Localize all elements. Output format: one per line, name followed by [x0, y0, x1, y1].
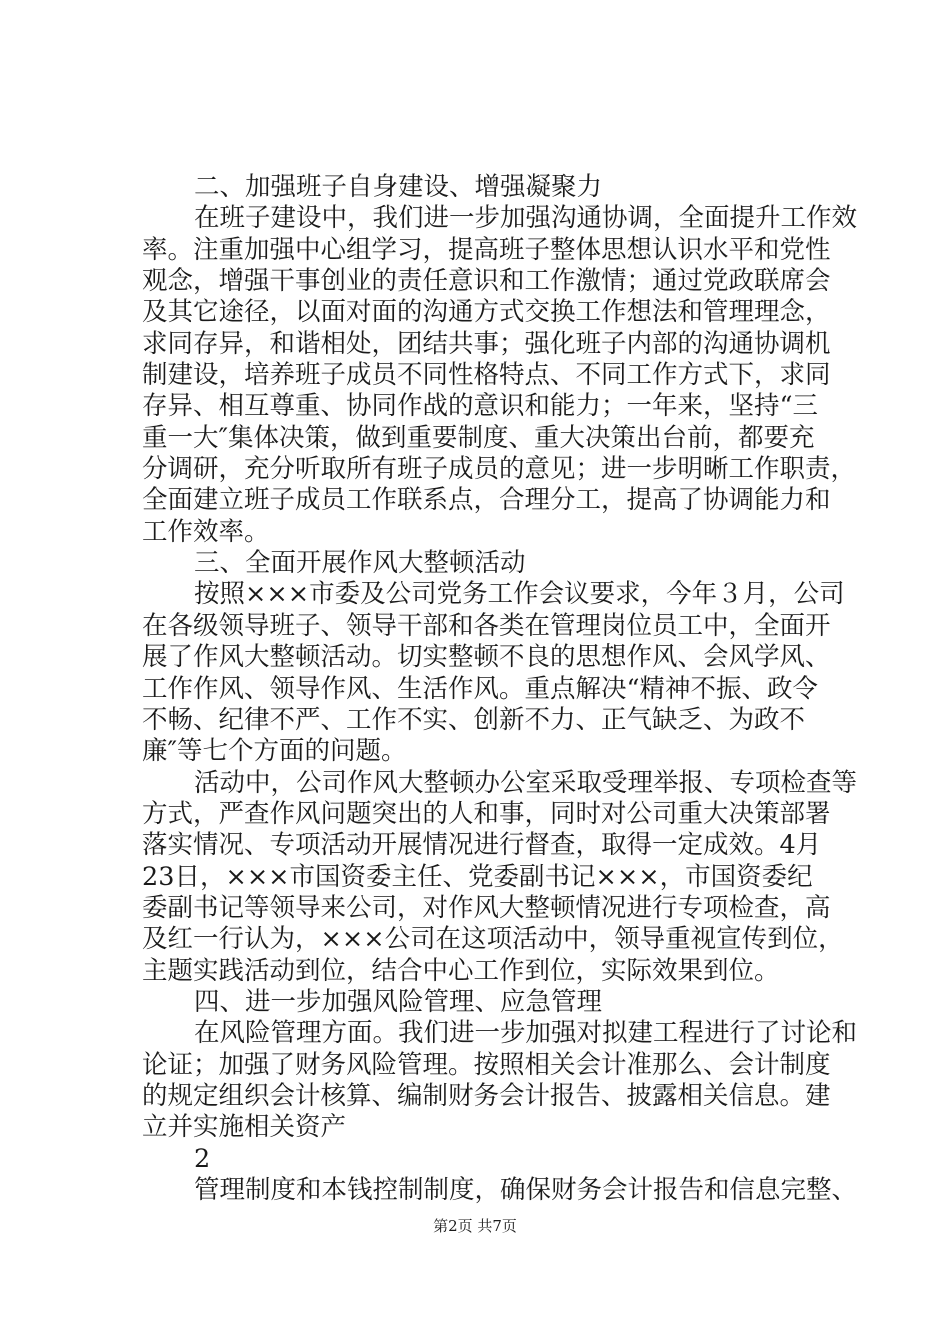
paragraph-line: 在各级领导班子、领导干部和各类在管理岗位员工中，全面开	[142, 610, 831, 641]
document-body	[142, 172, 858, 1206]
paragraph-line: 论证；加强了财务风险管理。按照相关会计准那么、会计制度	[142, 1049, 831, 1080]
paragraph-line: 管理制度和本钱控制制度，确保财务会计报告和信息完整、	[194, 1175, 858, 1205]
section-heading-3: 三、全面开展作风大整顿活动	[194, 548, 526, 579]
paragraph-line: 立并实施相关资产	[142, 1112, 347, 1143]
paragraph-line: 落实情况、专项活动开展情况进行督查，取得一定成效。4月	[142, 830, 822, 861]
page-number-label: 第2页 共7页	[433, 1217, 517, 1235]
paragraph-line: 及红一行认为，×××公司在这项活动中，领导重视宣传到位，	[142, 924, 844, 955]
paragraph-line: 工作作风、领导作风、生活作风。重点解决“精神不振、政令	[142, 673, 819, 704]
paragraph-line: 全面建立班子成员工作联系点，合理分工，提高了协调能力和	[142, 485, 831, 516]
paragraph-line: 23日，×××市国资委主任、党委副书记×××，市国资委纪	[142, 861, 813, 892]
paragraph-line: 的规定组织会计核算、编制财务会计报告、披露相关信息。建	[142, 1080, 831, 1111]
paragraph-line: 率。注重加强中心组学习，提高班子整体思想认识水平和党性	[142, 234, 831, 265]
paragraph-line: 重一大″集体决策，做到重要制度、重大决策出台前，都要充	[142, 422, 815, 453]
paragraph-line: 不畅、纪律不严、工作不实、创新不力、正气缺乏、为政不	[142, 704, 806, 735]
paragraph-line: 存异、相互尊重、协同作战的意识和能力；一年来，坚持“三	[142, 391, 819, 422]
paragraph-line: 及其它途径，以面对面的沟通方式交换工作想法和管理理念，	[142, 297, 831, 328]
paragraph-line: 廉″等七个方面的问题。	[142, 736, 407, 767]
paragraph-line: 方式，严查作风问题突出的人和事，同时对公司重大决策部署	[142, 798, 831, 829]
section-heading-2: 二、加强班子自身建设、增强凝聚力	[194, 172, 603, 202]
section-heading-4: 四、进一步加强风险管理、应急管理	[194, 986, 603, 1017]
paragraph-line: 制建设，培养班子成员不同性格特点、不同工作方式下，求同	[142, 360, 831, 391]
paragraph-line: 观念，增强干事创业的责任意识和工作激情；通过党政联席会	[142, 266, 831, 297]
inline-page-number: 2	[194, 1143, 211, 1174]
paragraph-line: 在班子建设中，我们进一步加强沟通协调，全面提升工作效	[194, 203, 858, 234]
paragraph-line: 按照×××市委及公司党务工作会议要求，今年３月，公司	[194, 579, 845, 610]
paragraph-line: 委副书记等领导来公司，对作风大整顿情况进行专项检查，高	[142, 892, 831, 923]
paragraph-line: 分调研，充分听取所有班子成员的意见；进一步明晰工作职责，	[142, 454, 857, 485]
paragraph-line: 求同存异，和谐相处，团结共事；强化班子内部的沟通协调机	[142, 328, 831, 359]
paragraph-line: 在风险管理方面。我们进一步加强对拟建工程进行了讨论和	[194, 1018, 858, 1049]
paragraph-line: 活动中，公司作风大整顿办公室采取受理举报、专项检查等	[194, 767, 858, 798]
paragraph-line: 展了作风大整顿活动。切实整顿不良的思想作风、会风学风、	[142, 642, 831, 673]
paragraph-line: 工作效率。	[142, 516, 270, 547]
page-footer	[0, 1216, 950, 1236]
paragraph-line: 主题实践活动到位，结合中心工作到位，实际效果到位。	[142, 955, 780, 986]
